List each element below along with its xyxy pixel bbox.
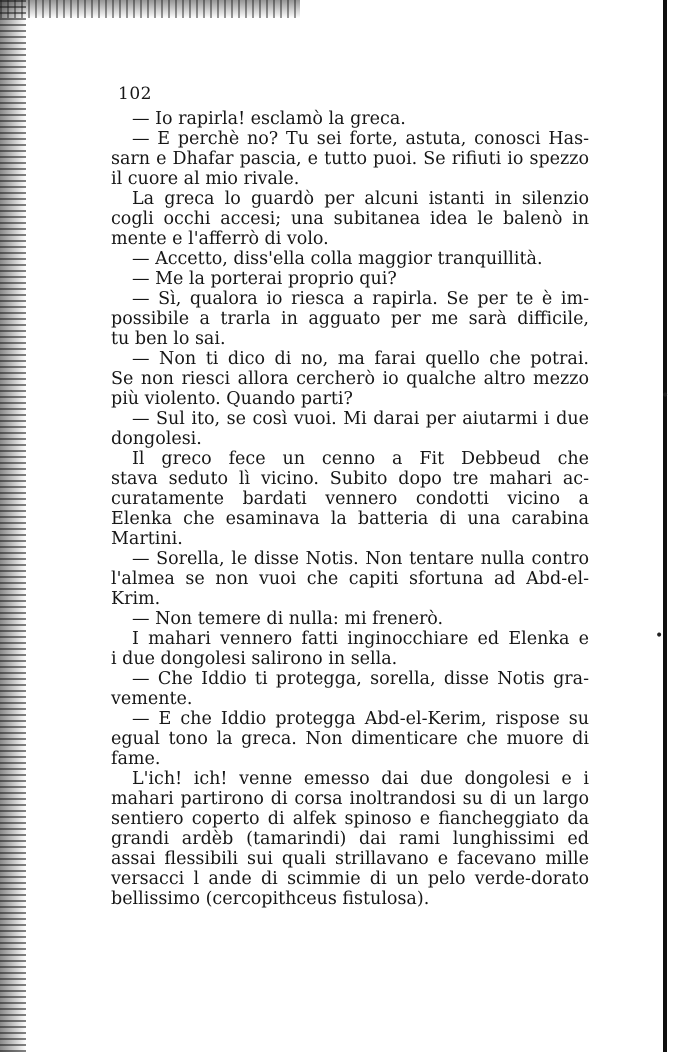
text-line: — E che Iddio protegga Abd-el-Kerim, rispose su xyxy=(132,709,589,729)
text-line: grandi ardèb (tamarindi) dai rami lunghissimi ed xyxy=(111,829,589,849)
text-line: — E perchè no? Tu sei forte, astuta, conosci Has- xyxy=(132,129,589,149)
text-line: — Me la porterai proprio qui? xyxy=(132,269,397,289)
scan-top-edge xyxy=(0,0,300,18)
text-line: cogli occhi accesi; una subitanea idea le balenò in xyxy=(111,209,589,229)
text-line: — Non ti dico di no, ma farai quello che potrai. xyxy=(132,349,589,369)
text-line: egual tono la greca. Non dimenticare che muore di xyxy=(111,729,589,749)
text-line: — Io rapirla! esclamò la greca. xyxy=(132,109,406,129)
text-line: vemente. xyxy=(111,689,193,709)
text-line: I mahari vennero fatti inginocchiare ed Elenka e xyxy=(132,629,589,649)
text-line: i due dongolesi salirono in sella. xyxy=(111,649,398,669)
text-line: possibile a trarla in agguato per me sarà difficile, xyxy=(111,309,589,329)
text-line: dongolesi. xyxy=(111,429,202,449)
text-line: il cuore al mio rivale. xyxy=(111,169,300,189)
page-binding-edge xyxy=(661,0,670,1052)
text-line: — Che Iddio ti protegga, sorella, disse Notis gra- xyxy=(132,669,589,689)
text-line: sarn e Dhafar pascia, e tutto puoi. Se rifiuti io spezzo xyxy=(111,149,589,169)
margin-mark: • xyxy=(661,388,670,404)
text-line: mente e l'afferrò di volo. xyxy=(111,229,329,249)
text-line: sentiero coperto di alfek spinoso e fiancheggiato da xyxy=(111,809,589,829)
text-line: mahari partirono di corsa inoltrandosi su di un largo xyxy=(111,789,589,809)
body-text xyxy=(111,109,589,909)
page-number: 102 xyxy=(118,84,152,104)
text-line: fame. xyxy=(111,749,161,769)
text-line: Se non riesci allora cercherò io qualche altro mezzo xyxy=(111,369,589,389)
text-line: — Sorella, le disse Notis. Non tentare nulla contro xyxy=(132,549,589,569)
text-line: bellissimo (cercopithceus fistulosa). xyxy=(111,889,430,909)
text-line: Martini. xyxy=(111,529,183,549)
text-line: versacci l ande di scimmie di un pelo verde-dorato xyxy=(111,869,589,889)
text-line: L'ich! ich! venne emesso dai due dongolesi e i xyxy=(132,769,589,789)
text-line: Krim. xyxy=(111,589,161,609)
text-line: — Sul ito, se così vuoi. Mi darai per aiutarmi i due xyxy=(132,409,589,429)
text-line: assai flessibili sui quali strillavano e facevano mille xyxy=(111,849,589,869)
text-line: l'almea se non vuoi che capiti sfortuna ad Abd-el- xyxy=(111,569,589,589)
text-line: — Non temere di nulla: mi frenerò. xyxy=(132,609,444,629)
margin-mark: • xyxy=(655,628,664,644)
text-line: stava seduto lì vicino. Subito dopo tre mahari ac- xyxy=(111,469,589,489)
text-line: Il greco fece un cenno a Fit Debbeud che xyxy=(132,449,589,469)
text-line: più violento. Quando parti? xyxy=(111,389,353,409)
text-line: — Sì, qualora io riesca a rapirla. Se per te è im- xyxy=(132,289,589,309)
text-line: La greca lo guardò per alcuni istanti in silenzio xyxy=(132,189,589,209)
text-line: — Accetto, diss'ella colla maggior tranquillità. xyxy=(132,249,543,269)
text-line: curatamente bardati vennero condotti vicino a xyxy=(111,489,589,509)
text-line: Elenka che esaminava la batteria di una carabina xyxy=(111,509,589,529)
text-line: tu ben lo sai. xyxy=(111,329,226,349)
scan-left-edge xyxy=(0,0,26,1052)
